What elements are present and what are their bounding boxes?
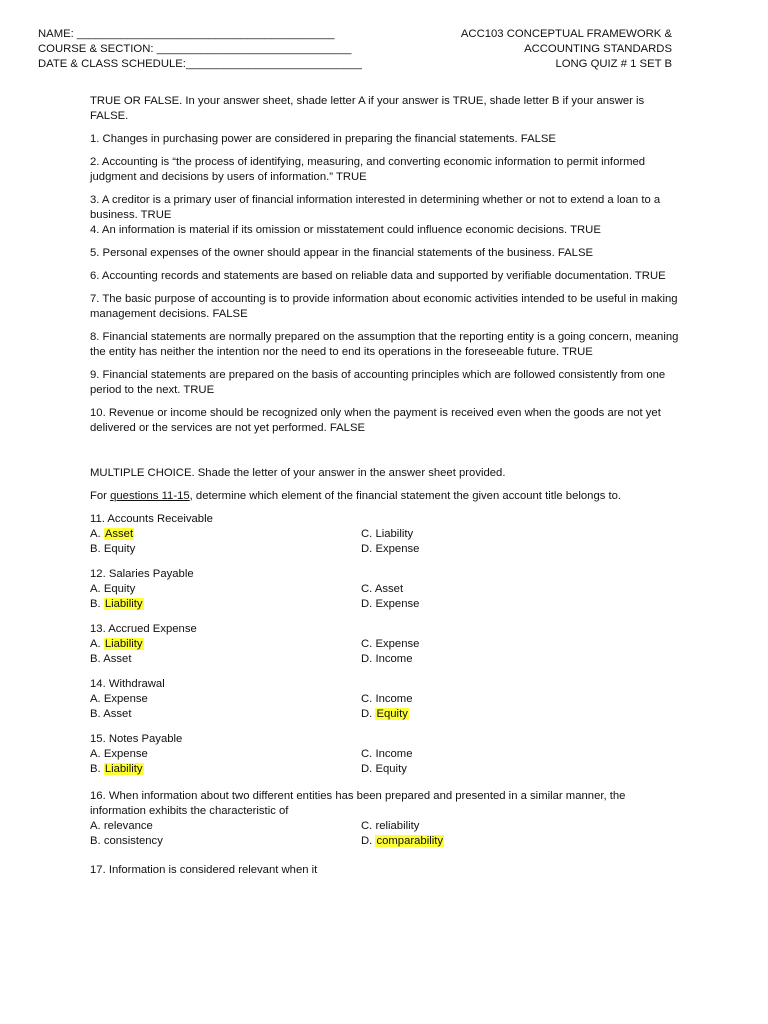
tf-item: 8. Financial statements are normally prepared on the assumption that the reporting entity is a going concern, meaning the entity has neither the intention nor the need to end its operations in the foreseeable future. TRUE bbox=[90, 331, 679, 358]
mc-option bbox=[361, 834, 591, 849]
option-letter: C. bbox=[361, 820, 373, 832]
mc-option bbox=[90, 597, 361, 612]
option-letter: C. bbox=[361, 528, 373, 540]
option-text: reliability bbox=[375, 820, 420, 832]
mc-options bbox=[90, 692, 680, 722]
highlighted-answer: Asset bbox=[104, 528, 134, 540]
mc-option bbox=[90, 747, 361, 762]
mc-question-text: 11. Accounts Receivable bbox=[90, 513, 213, 525]
mc-option bbox=[361, 652, 591, 667]
mc-option bbox=[361, 819, 591, 834]
highlighted-answer: Liability bbox=[104, 763, 143, 775]
tf-item: 7. The basic purpose of accounting is to provide information about economic activities intended to be useful in making management decisions. FALSE bbox=[90, 293, 678, 320]
option-text: Income bbox=[375, 748, 413, 760]
option-text: Equity bbox=[103, 583, 136, 595]
mc-option bbox=[90, 542, 361, 557]
option-letter: B. bbox=[90, 763, 101, 775]
mc-option bbox=[361, 582, 591, 597]
mc-option bbox=[90, 819, 361, 834]
mc-option bbox=[90, 527, 361, 542]
option-text: Asset bbox=[103, 653, 132, 665]
mc-option bbox=[361, 692, 591, 707]
mc-option bbox=[90, 762, 361, 777]
mc-question-text: 17. Information is considered relevant when it bbox=[90, 864, 318, 876]
group-rest: , determine which element of the financial statement the given account title belongs to. bbox=[189, 490, 622, 502]
course-title-line-2: ACCOUNTING STANDARDS bbox=[524, 43, 672, 55]
option-letter: D. bbox=[361, 653, 373, 665]
mc-question-list bbox=[90, 512, 680, 878]
option-letter: B. bbox=[90, 653, 101, 665]
option-letter: B. bbox=[90, 598, 101, 610]
name-line: NAME: _________________________________________ bbox=[38, 28, 335, 40]
option-letter: B. bbox=[90, 708, 101, 720]
option-letter: A. bbox=[90, 693, 101, 705]
mc-question-text: 12. Salaries Payable bbox=[90, 568, 194, 580]
mc-option bbox=[90, 707, 361, 722]
mc-options bbox=[90, 637, 680, 667]
mc-option bbox=[361, 747, 591, 762]
mc-option bbox=[361, 637, 591, 652]
option-letter: A. bbox=[90, 583, 101, 595]
highlighted-answer: Liability bbox=[104, 638, 143, 650]
option-text: Expense bbox=[375, 598, 420, 610]
quiz-set-line: LONG QUIZ # 1 SET B bbox=[555, 58, 672, 70]
tf-item: 6. Accounting records and statements are based on reliable data and supported by verifiable documentation. TRUE bbox=[90, 270, 666, 282]
highlighted-answer: Equity bbox=[376, 708, 408, 720]
tf-item: 3. A creditor is a primary user of financial information interested in determining whether or not to extend a loan to a business. TRUE bbox=[90, 194, 661, 221]
mc-question bbox=[90, 677, 680, 722]
student-info-header bbox=[38, 27, 378, 72]
option-text: Income bbox=[375, 653, 413, 665]
tf-item: 2. Accounting is “the process of identifying, measuring, and converting economic information to permit informed judgment and decisions by users of information.” TRUE bbox=[90, 156, 646, 183]
mc-option bbox=[361, 597, 591, 612]
tf-item: 9. Financial statements are prepared on the basis of accounting principles which are followed consistently from one period to the next. TRUE bbox=[90, 369, 666, 396]
mc-question bbox=[90, 622, 680, 667]
highlighted-answer: comparability bbox=[376, 835, 444, 847]
option-text: Liability bbox=[375, 528, 414, 540]
option-letter: C. bbox=[361, 748, 373, 760]
option-text: Asset bbox=[374, 583, 404, 595]
highlighted-answer: Liability bbox=[104, 598, 143, 610]
mc-question-text: 16. When information about two different entities has been prepared and presented in a similar manner, the information exhibits the characteristic of bbox=[90, 790, 626, 817]
mc-option bbox=[361, 527, 591, 542]
option-letter: D. bbox=[361, 763, 373, 775]
tf-item: 10. Revenue or income should be recognized only when the payment is received even when the goods are not yet delivered or the services are not yet performed. FALSE bbox=[90, 407, 661, 434]
option-letter: D. bbox=[361, 598, 373, 610]
quiz-body bbox=[90, 94, 680, 888]
mc-option bbox=[361, 707, 591, 722]
mc-question-text: 14. Withdrawal bbox=[90, 678, 165, 690]
option-text: Expense bbox=[103, 693, 148, 705]
mc-question bbox=[90, 732, 680, 777]
option-text: Asset bbox=[103, 708, 132, 720]
option-text: Equity bbox=[103, 543, 136, 555]
option-letter: C. bbox=[361, 583, 373, 595]
mc-instructions: MULTIPLE CHOICE. Shade the letter of your answer in the answer sheet provided. bbox=[90, 467, 506, 479]
mc-question bbox=[90, 567, 680, 612]
mc-question bbox=[90, 512, 680, 557]
option-letter: A. bbox=[90, 748, 101, 760]
tf-item: 4. An information is material if its omission or misstatement could influence economic decisions. TRUE bbox=[90, 224, 601, 236]
group-prefix: For bbox=[90, 490, 111, 502]
option-text: Income bbox=[375, 693, 413, 705]
questions-range: questions 11-15 bbox=[110, 490, 190, 502]
option-text: relevance bbox=[103, 820, 153, 832]
mc-option bbox=[90, 834, 361, 849]
option-letter: D. bbox=[361, 708, 373, 720]
mc-option bbox=[90, 692, 361, 707]
tf-list bbox=[90, 132, 680, 436]
mc-question bbox=[90, 863, 680, 878]
option-letter: A. bbox=[90, 820, 101, 832]
option-letter: D. bbox=[361, 835, 373, 847]
option-text: Expense bbox=[103, 748, 148, 760]
mc-question-text: 13. Accrued Expense bbox=[90, 623, 197, 635]
option-letter: A. bbox=[90, 528, 101, 540]
mc-options bbox=[90, 747, 680, 777]
mc-option bbox=[361, 762, 591, 777]
option-letter: C. bbox=[361, 638, 373, 650]
mc-options bbox=[90, 582, 680, 612]
option-letter: A. bbox=[90, 638, 101, 650]
tf-item: 1. Changes in purchasing power are considered in preparing the financial statements. FALSE bbox=[90, 133, 556, 145]
option-text: Expense bbox=[375, 543, 420, 555]
option-letter: C. bbox=[361, 693, 373, 705]
mc-group-instructions bbox=[90, 489, 680, 504]
tf-instructions: TRUE OR FALSE. In your answer sheet, shade letter A if your answer is TRUE, shade letter B if your answer is FALSE. bbox=[90, 95, 645, 122]
option-letter: B. bbox=[90, 543, 101, 555]
tf-item: 5. Personal expenses of the owner should appear in the financial statements of the business. FALSE bbox=[90, 247, 594, 259]
mc-option bbox=[361, 542, 591, 557]
mc-question bbox=[90, 789, 680, 849]
mc-question-text: 15. Notes Payable bbox=[90, 733, 183, 745]
course-title-line-1: ACC103 CONCEPTUAL FRAMEWORK & bbox=[460, 28, 672, 40]
date-schedule-line: DATE & CLASS SCHEDULE:____________________________ bbox=[38, 58, 362, 70]
mc-options bbox=[90, 819, 680, 849]
option-letter: D. bbox=[361, 543, 373, 555]
course-title-header bbox=[432, 27, 672, 72]
option-letter: B. bbox=[90, 835, 101, 847]
mc-option bbox=[90, 652, 361, 667]
mc-options bbox=[90, 527, 680, 557]
option-text: consistency bbox=[103, 835, 163, 847]
mc-option bbox=[90, 637, 361, 652]
option-text: Equity bbox=[375, 763, 407, 775]
option-text: Expense bbox=[375, 638, 420, 650]
mc-option bbox=[90, 582, 361, 597]
course-section-line: COURSE & SECTION: _______________________________ bbox=[38, 43, 352, 55]
